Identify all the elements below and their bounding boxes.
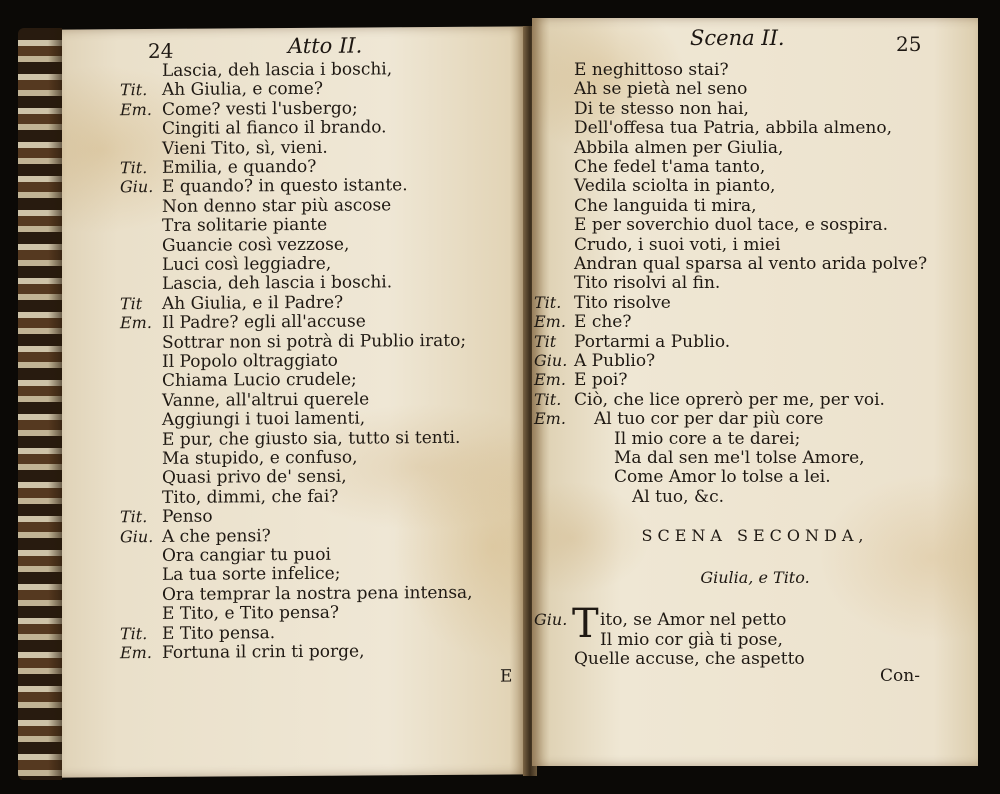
verse-text: Quelle accuse, che aspetto — [574, 649, 805, 669]
verse-text: E Tito, e Tito pensa? — [162, 602, 340, 625]
verse-text: Il Popolo oltraggiato — [162, 350, 338, 372]
verse-text: E quando? in questo istante. — [162, 175, 408, 198]
verse-line — [532, 196, 978, 216]
speaker-label: Tit. — [534, 389, 562, 409]
verse-text: Al tuo, &c. — [632, 486, 724, 507]
verse-line — [532, 390, 978, 410]
speaker-label: Tit — [120, 293, 143, 314]
speaker-label: Tit. — [120, 623, 148, 643]
verse-line — [532, 293, 978, 313]
verse-text: Tra solitarie piante — [162, 214, 328, 237]
left-page — [62, 26, 528, 777]
right-page — [532, 18, 978, 766]
verse-text: Ah Giulia, e come? — [162, 79, 323, 101]
verse-text: Non denno star più ascose — [162, 195, 392, 217]
verse-text: Crudo, i suoi voti, i miei — [574, 234, 781, 255]
verse-text: Il Padre? egli all'accuse — [162, 311, 366, 334]
verse-line — [62, 640, 528, 663]
verse-line — [532, 630, 978, 650]
verse-text: Tito, dimmi, che fai? — [162, 486, 339, 508]
verse-text: Vieni Tito, sì, vieni. — [162, 137, 328, 159]
verse-text: Ora cangiar tu puoi — [162, 544, 331, 566]
verse-text: La tua sorte infelice; — [162, 564, 341, 586]
speaker-label: Tit. — [120, 158, 148, 178]
verse-text: Che fedel t'ama tanto, — [574, 157, 766, 177]
verse-text: Ah Giulia, e il Padre? — [162, 292, 344, 314]
verse-line — [532, 370, 978, 390]
verse-text: Guancie così vezzose, — [162, 234, 350, 256]
scene-characters: Giulia, e Tito. — [700, 568, 810, 587]
verse-text: Fortuna il crin ti porge, — [162, 641, 365, 663]
verse-text: Tito risolve — [574, 292, 671, 313]
page-number-right: 25 — [896, 32, 922, 56]
speaker-label: Tit. — [120, 80, 148, 100]
verse-text: Che languida ti mira, — [574, 195, 757, 216]
verse-text: Il mio core a te darei; — [614, 428, 801, 449]
verse-line — [532, 467, 978, 487]
speaker-label: Em. — [534, 409, 566, 429]
verse-line — [532, 312, 978, 332]
verse-text: E che? — [574, 312, 632, 333]
verse-text: Sottrar non si potrà di Publio irato; — [162, 330, 467, 353]
running-head-right: Scena II. — [690, 26, 785, 50]
verse-line — [532, 215, 978, 235]
verse-text: A Publio? — [574, 351, 656, 371]
speaker-label: Em. — [120, 642, 152, 663]
scene-heading: SCENA SECONDA, — [641, 526, 869, 545]
verse-text: E pur, che giusto sia, tutto si tenti. — [162, 427, 461, 450]
verse-text: Tito risolvi al fin. — [574, 273, 721, 294]
verse-text: Abbila almen per Giulia, — [574, 137, 784, 158]
verse-text: Ah se pietà nel seno — [574, 79, 748, 100]
verse-text: Ma dal sen me'l tolse Amore, — [614, 448, 865, 468]
verse-text: A che pensi? — [162, 525, 271, 547]
speaker-label: Giu. — [534, 351, 568, 370]
speaker-label: Em. — [120, 313, 152, 333]
verse-text: Lascia, deh lascia i boschi, — [162, 59, 393, 81]
verse-text: Ora temprar la nostra pena intensa, — [162, 582, 473, 605]
verse-text: Aggiungi i tuoi lamenti, — [162, 408, 366, 431]
verse-line — [532, 99, 978, 119]
verse-text: E Tito pensa. — [162, 622, 276, 644]
speaker-label: Giu. — [120, 526, 154, 546]
speaker-label: Tit. — [534, 292, 562, 312]
verse-text: E per soverchio duol tace, e sospira. — [574, 215, 888, 236]
verse-text: Vedila sciolta in pianto, — [574, 176, 776, 197]
catchword: Con- — [880, 666, 920, 686]
verse-text: Cingiti al fianco il brando. — [162, 117, 387, 140]
verse-line — [532, 176, 978, 196]
verse-line — [532, 60, 978, 80]
verse-text: Come? vesti l'usbergo; — [162, 98, 358, 120]
page-number-left: 24 — [148, 38, 174, 64]
book-binding-edge — [18, 28, 62, 780]
verse-line — [532, 79, 978, 99]
verse-text: Andran qual sparsa al vento arida polve? — [574, 254, 928, 274]
speaker-label: Tit. — [120, 507, 148, 527]
verse-text: Penso — [162, 506, 213, 528]
verse-text: Come Amor lo tolse a lei. — [614, 467, 831, 488]
verse-line — [532, 351, 978, 371]
verse-line — [532, 429, 978, 449]
verse-text: Lascia, deh lascia i boschi. — [162, 272, 393, 295]
speaker-label: Tit — [534, 331, 557, 351]
verse-text: Ma stupido, e confuso, — [162, 447, 358, 469]
verse-text: Luci così leggiadre, — [162, 253, 332, 275]
speaker-label: Giu. — [534, 610, 568, 629]
speaker-label: Em. — [120, 99, 152, 120]
verse-text: ito, se Amor nel petto — [600, 610, 787, 630]
verse-text: Dell'offesa tua Patria, abbila almeno, — [574, 118, 892, 139]
verse-line — [532, 448, 978, 468]
verse-text: Di te stesso non hai, — [574, 98, 749, 119]
verse-text: Vanne, all'altrui querele — [162, 389, 370, 411]
verse-line — [532, 235, 978, 255]
drop-cap: T — [572, 601, 599, 647]
verse-text: Il mio cor già ti pose, — [600, 630, 783, 650]
verse-text: Quasi privo de' sensi, — [162, 467, 347, 489]
speaker-label: Giu. — [120, 177, 154, 197]
speaker-label: Em. — [534, 370, 566, 390]
running-head-left: Atto II. — [288, 33, 363, 59]
verse-text: Emilia, e quando? — [162, 156, 317, 178]
verse-line — [532, 157, 978, 177]
verse-text: E neghittoso stai? — [574, 60, 729, 80]
verse-line — [532, 487, 978, 507]
verse-text: Chiama Lucio crudele; — [162, 369, 357, 392]
verse-text: Ciò, che lice oprerò per me, per voi. — [574, 389, 885, 410]
verse-text: Al tuo cor per dar più core — [594, 409, 824, 430]
verse-line — [532, 138, 978, 158]
verse-line — [532, 254, 978, 274]
verse-text: Portarmi a Publio. — [574, 331, 731, 352]
verse-line — [532, 409, 978, 429]
verse-line — [532, 118, 978, 138]
signature-mark: E — [500, 666, 513, 687]
verse-text: E poi? — [574, 370, 628, 391]
speaker-label: Em. — [534, 312, 566, 332]
verse-line — [532, 332, 978, 352]
verse-line — [532, 273, 978, 293]
